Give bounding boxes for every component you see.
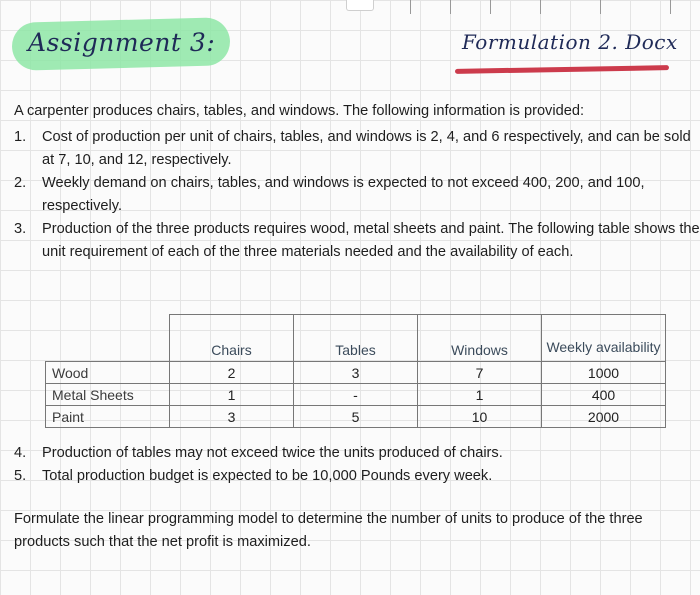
assignment-title: Assignment 3: (28, 28, 216, 57)
table-cell: 1 (170, 384, 294, 406)
file-title: Formulation 2. Docx (462, 30, 678, 54)
col-header-windows: Windows (418, 315, 542, 362)
row-label: Paint (46, 406, 170, 428)
list-item: 4. Production of tables may not exceed twice the units produced of chairs. (14, 445, 503, 461)
table-header-row (46, 315, 666, 362)
row-label: Wood (46, 362, 170, 384)
table-row (46, 406, 666, 428)
col-header-tables: Tables (294, 315, 418, 362)
table-cell: 3 (170, 406, 294, 428)
list-item: 2. Weekly demand on chairs, tables, and windows is expected to not exceed 400, 200, and 100, respectively. (14, 175, 645, 214)
conclusion-text: Formulate the linear programming model to determine the number of units to produce of the three products such that the net profit is maximized. (14, 511, 643, 550)
table-cell: 10 (418, 406, 542, 428)
additional-constraints (14, 442, 700, 488)
table-cell: 2 (170, 362, 294, 384)
row-label: Metal Sheets (46, 384, 170, 406)
list-item: 5. Total production budget is expected to be 10,000 Pounds every week. (14, 468, 493, 484)
document-body (14, 100, 700, 264)
intro-text: A carpenter produces chairs, tables, and windows. The following information is provided: (14, 103, 585, 119)
col-header-availability: Weekly availability (542, 315, 666, 362)
title-underline (455, 65, 669, 74)
table-cell: 400 (542, 384, 666, 406)
table-row (46, 362, 666, 384)
table-cell: 7 (418, 362, 542, 384)
table-cell: - (294, 384, 418, 406)
table-cell: 5 (294, 406, 418, 428)
materials-table (45, 314, 666, 428)
col-header-chairs: Chairs (170, 315, 294, 362)
list-item: 3. Production of the three products requires wood, metal sheets and paint. The following table shows the unit requirement of each of the three materials needed and the availability of each. (14, 221, 700, 260)
table-row (46, 384, 666, 406)
table-cell: 3 (294, 362, 418, 384)
requirements-list-continued (14, 442, 700, 488)
list-item: 1. Cost of production per unit of chairs, tables, and windows is 2, 4, and 6 respectively, and can be sold at 7, 10, and 12, respectively. (14, 129, 691, 168)
requirements-list (14, 126, 700, 264)
table-cell: 1000 (542, 362, 666, 384)
top-margin-marks (340, 0, 700, 14)
table-cell: 2000 (542, 406, 666, 428)
table-cell: 1 (418, 384, 542, 406)
